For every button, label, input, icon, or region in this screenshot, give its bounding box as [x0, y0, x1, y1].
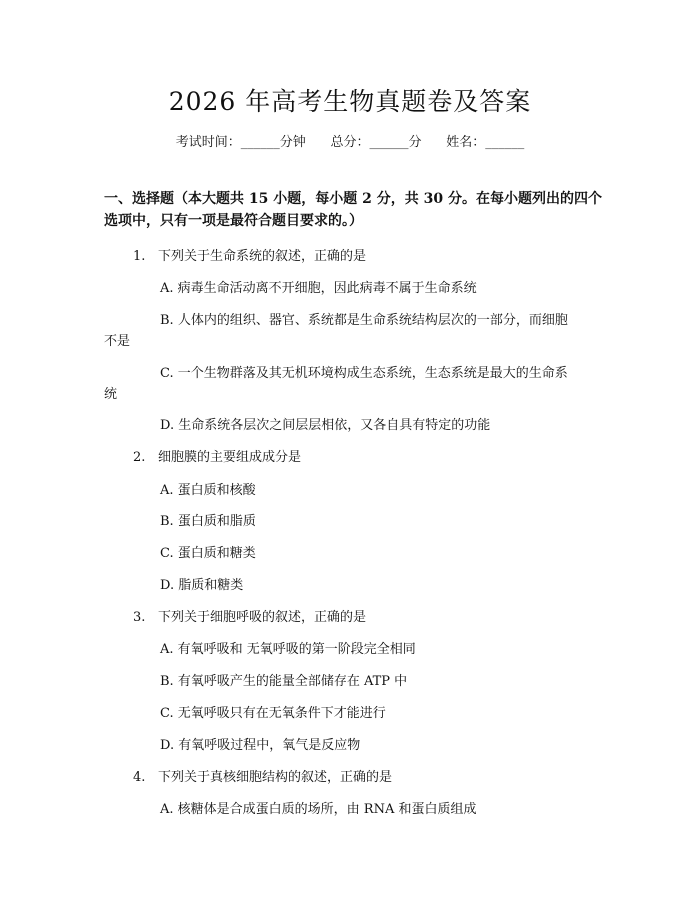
question-2: [133, 446, 301, 465]
question-1: [133, 245, 366, 264]
question-stem: 下列关于生命系统的叙述，正确的是: [158, 249, 367, 264]
section-heading: 一、选择题（本大题共 15 小题，每小题 2 分，共 30 分。在每小题列出的四个选项中，只有一项是最符合题目要求的。）: [104, 191, 602, 229]
question-number: 4.: [133, 770, 146, 785]
option-1b: B. 人体内的组织、器官、系统都是生命系统结构层次的一部分，而细胞: [160, 313, 568, 328]
question-3: [133, 606, 366, 625]
option-2b: B. 蛋白质和脂质: [160, 514, 256, 529]
option-1b-continuation: 不是: [104, 334, 131, 349]
question-number: 2.: [133, 450, 146, 465]
question-stem: 下列关于细胞呼吸的叙述，正确的是: [158, 610, 367, 625]
question-stem: 下列关于真核细胞结构的叙述，正确的是: [158, 770, 393, 785]
option-3d: D. 有氧呼吸过程中，氧气是反应物: [160, 738, 361, 753]
question-number: 1.: [133, 249, 146, 264]
option-3a: A. 有氧呼吸和 无氧呼吸的第一阶段完全相同: [160, 642, 416, 657]
option-3c: C. 无氧呼吸只有在无氧条件下才能进行: [160, 706, 386, 721]
option-1a: A. 病毒生命活动离不开细胞，因此病毒不属于生命系统: [160, 281, 477, 296]
page-title: 2026 年高考生物真题卷及答案: [168, 87, 532, 116]
option-4a: A. 核糖体是合成蛋白质的场所，由 RNA 和蛋白质组成: [160, 802, 477, 817]
option-2a: A. 蛋白质和核酸: [160, 483, 256, 498]
option-1c-continuation: 统: [104, 387, 118, 402]
question-4: [133, 766, 392, 785]
option-1c: C. 一个生物群落及其无机环境构成生态系统，生态系统是最大的生命系: [160, 366, 568, 381]
exam-info-line: 考试时间：______分钟 总分：______分 姓名：______: [175, 135, 525, 150]
question-stem: 细胞膜的主要组成成分是: [158, 450, 302, 465]
option-2c: C. 蛋白质和糖类: [160, 546, 256, 561]
option-2d: D. 脂质和糖类: [160, 578, 244, 593]
question-number: 3.: [133, 610, 146, 625]
option-1d: D. 生命系统各层次之间层层相依，又各自具有特定的功能: [160, 418, 491, 433]
option-3b: B. 有氧呼吸产生的能量全部储存在 ATP 中: [160, 674, 408, 689]
